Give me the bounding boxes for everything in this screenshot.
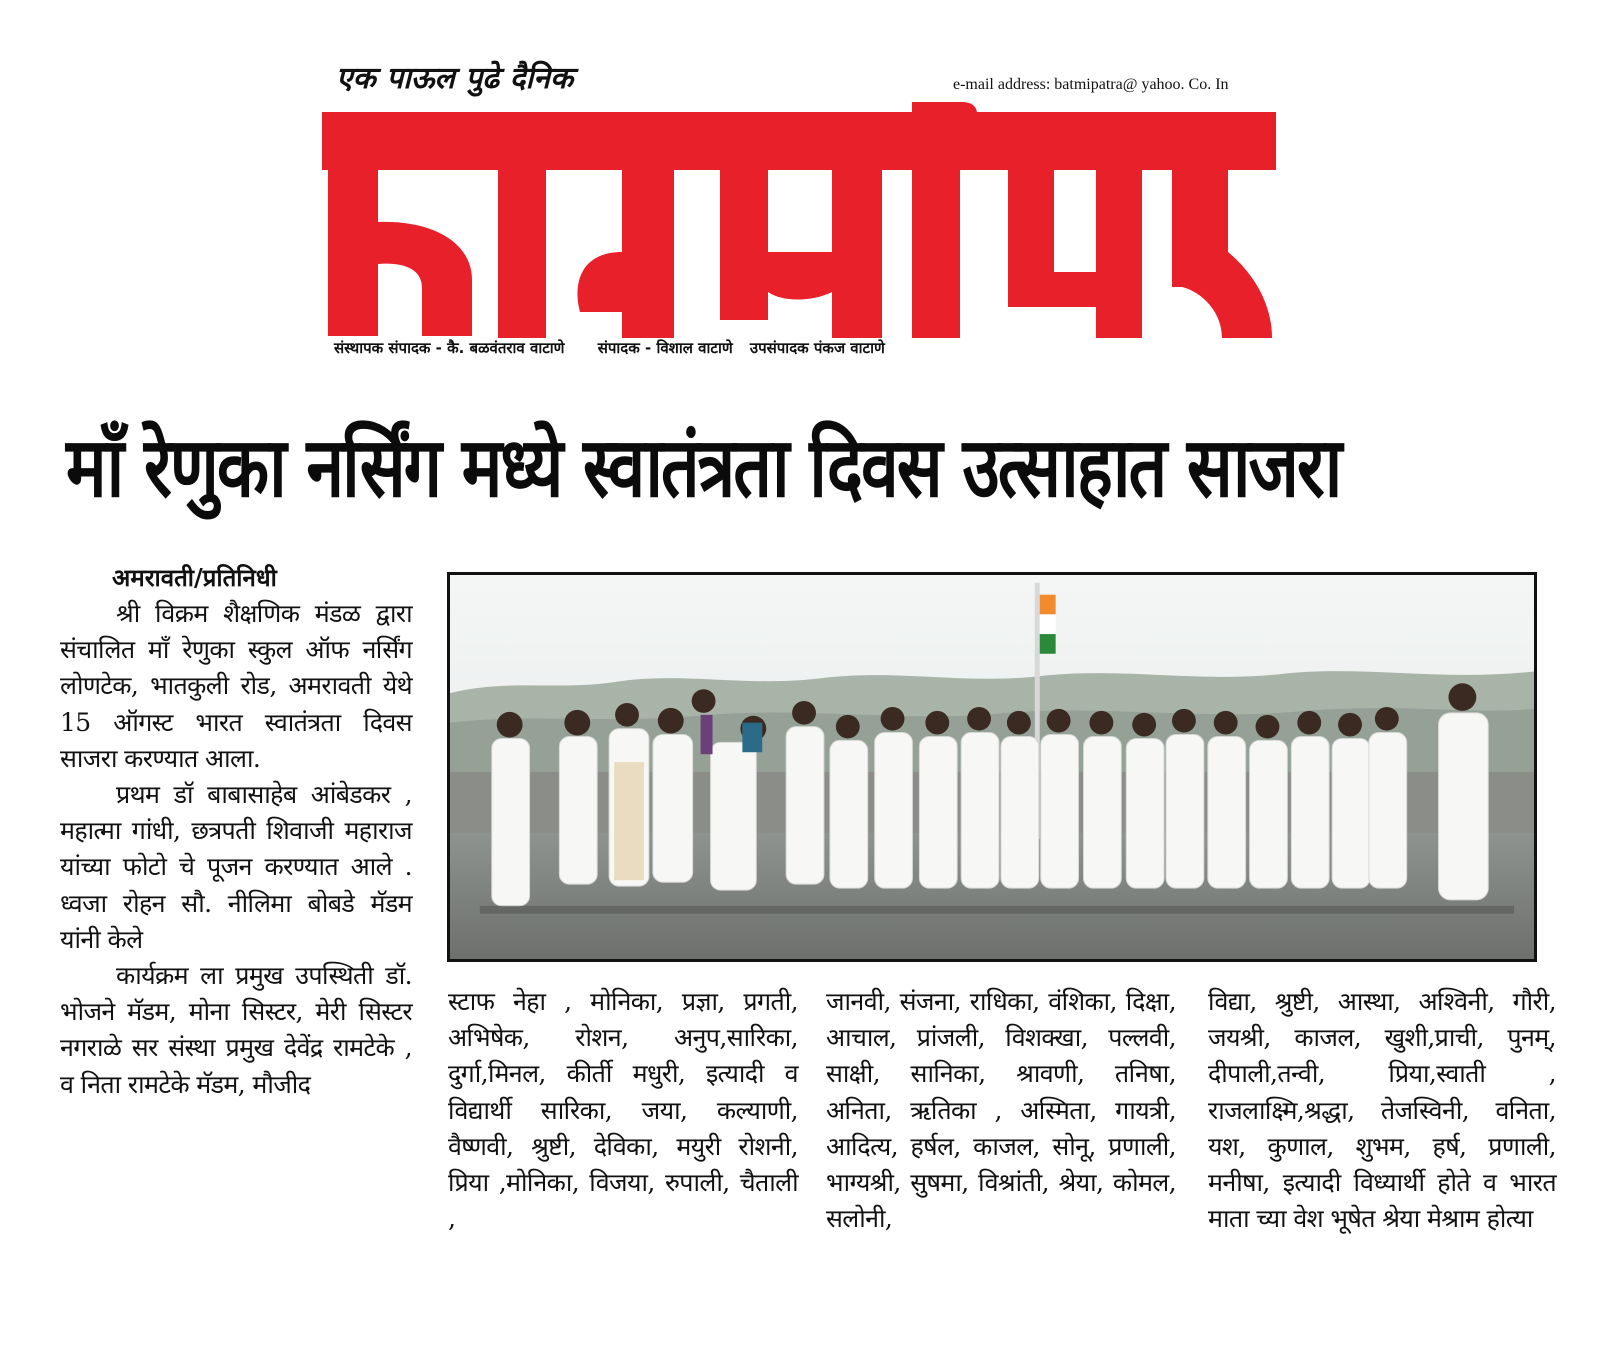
article-names-2: जानवी, संजना, राधिका, वंशिका, दिक्षा, आचाल, प्रांजली, विशक्खा, पल्लवी, साक्षी, सानिका, श्रावणी, तनिषा, अनिता, ऋतिका , अस्मिता, गायत्री, आदित्य, हर्षल, काजल, सोनू, प्रणाली, भाग्यश्री, सुषमा, विश्रांती, श्रेया, कोमल, सलोनी, bbox=[826, 987, 1176, 1234]
article-names-1: स्टाफ नेहा , मोनिका, प्रज्ञा, प्रगती, अभिषेक, रोशन, अनुप,सारिका, दुर्गा,मिनल, कीर्ती मधुरी, इत्यादी व विद्यार्थी सारिका, जया, कल्याणी, वैष्णवी, श्रुष्टी, देविका, मयुरी रोशनी, प्रिया ,मोनिका, विजया, रुपाली, चैताली , bbox=[448, 987, 798, 1234]
article-column-2 bbox=[448, 984, 798, 1237]
credit-subeditor: उपसंपादक पंकज वाटाणे bbox=[749, 339, 885, 357]
article-headline: माँ रेणुका नर्सिंग मध्ये स्वातंत्रता दिवस उत्साहात साजरा bbox=[66, 420, 1341, 517]
masthead-tagline: एक पाऊल पुढे दैनिक bbox=[336, 61, 573, 96]
article-column-3 bbox=[826, 984, 1176, 1237]
credit-editor: संपादक - विशाल वाटाणे bbox=[597, 339, 733, 357]
masthead-credits bbox=[334, 338, 1134, 358]
newspaper-logo bbox=[322, 102, 1276, 338]
article-paragraph-3: कार्यक्रम ला प्रमुख उपस्थिती डॉ. भोजने मॅडम, मोना सिस्टर, मेरी सिस्टर नगराळे सर संस्था प्रमुख देवेंद्र रामटेके , व निता रामटेके मॅडम, मौजीद bbox=[60, 961, 412, 1099]
article-paragraph-2: प्रथम डॉ बाबासाहेब आंबेडकर , महात्मा गांधी, छत्रपती शिवाजी महाराज यांच्या फोटो चे पूजन करण्यात आले . ध्वजा रोहन सौ. नीलिमा बोबडे मॅडम यांनी केले bbox=[60, 780, 412, 954]
credit-founder: संस्थापक संपादक - कै. बळवंतराव वाटाणे bbox=[334, 339, 565, 357]
article-column-4 bbox=[1208, 984, 1556, 1237]
article-dateline: अमरावती/प्रतिनिधी bbox=[112, 563, 277, 592]
article-names-3: विद्या, श्रुष्टी, आस्था, अश्विनी, गौरी, जयश्री, काजल, खुशी,प्राची, पुनम्, दीपाली,तन्वी, प्रिया,स्वाती , राजलाक्ष्मि,श्रद्धा, तेजस्विनी, वनिता, यश, कुणाल, शुभम, हर्ष, प्रणाली, मनीषा, इत्यादी विध्यार्थी होते व भारत माता च्या वेश भूषेत श्रेया मेश्राम होत्या bbox=[1208, 987, 1556, 1234]
group-photo bbox=[447, 572, 1537, 962]
article-column-1 bbox=[60, 560, 412, 1103]
masthead-email: e-mail address: batmipatra@ yahoo. Co. In bbox=[953, 76, 1229, 93]
article-paragraph-1: श्री विक्रम शैक्षणिक मंडळ द्वारा संचालित माँ रेणुका स्कुल ऑफ नर्सिंग लोणटेक, भातकुली रोड, अमरावती येथे 15 ऑगस्ट भारत स्वातंत्रता दिवस साजरा करण्यात आला. bbox=[60, 599, 412, 773]
